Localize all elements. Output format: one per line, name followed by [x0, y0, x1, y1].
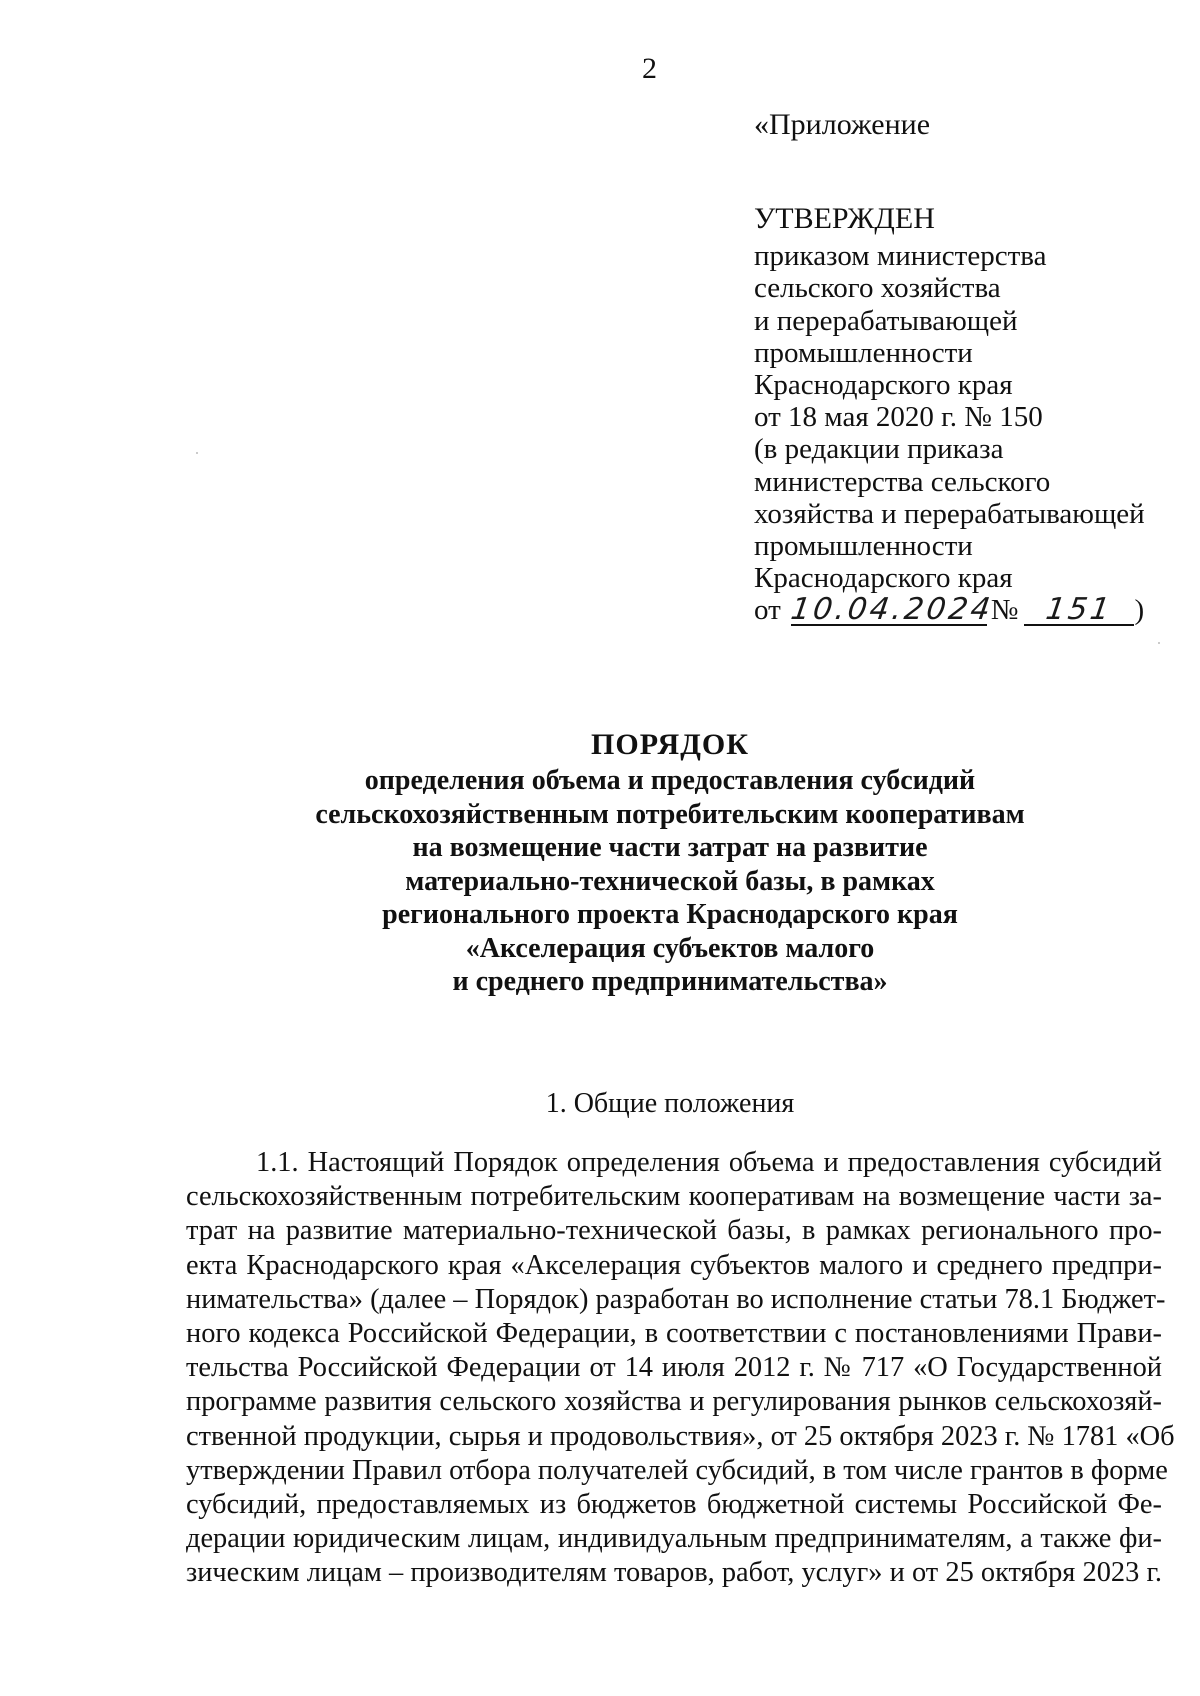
body-paragraph [186, 1146, 1175, 1591]
approval-line: (в редакции приказа [754, 433, 1004, 466]
approval-line: Краснодарского края [754, 562, 1013, 595]
approval-line: Краснодарского края [754, 369, 1013, 402]
paragraph-line: зическим лицам – производителям товаров, работ, услуг» и от 25 октября 2023 г. [186, 1557, 1162, 1589]
page-number: 2 [642, 52, 657, 85]
scan-speck [196, 452, 198, 454]
title-line: регионального проекта Краснодарского края [382, 899, 958, 930]
paragraph-line: программе развития сельского хозяйства и регулирования рынков сельскохозяй- [186, 1386, 1162, 1418]
paragraph-line: субсидий, предоставляемых из бюджетов бюджетной системы Российской Фе- [186, 1489, 1162, 1521]
scan-speck [1158, 642, 1160, 644]
title-line: материально-технической базы, в рамках [405, 865, 935, 897]
paragraph-line: екта Краснодарского края «Акселерация субъектов малого и среднего предпри- [186, 1249, 1162, 1281]
approval-line: хозяйства и перерабатывающей [754, 497, 1145, 530]
closing-parenthesis: ) [1134, 594, 1145, 627]
paragraph-line: трат на развитие материально-технической базы, в рамках регионального про- [186, 1215, 1162, 1247]
approval-line: промышленности [754, 530, 973, 563]
approval-line: промышленности [754, 336, 973, 369]
paragraph-line: ственной продукции, сырья и продовольствия», от 25 октября 2023 г. № 1781 «Об [186, 1420, 1175, 1452]
title-line: «Акселерация субъектов малого [465, 932, 875, 964]
paragraph-line: сельскохозяйственным потребительским кооперативам на возмещение части за- [186, 1181, 1162, 1213]
number-sign: № [990, 594, 1019, 627]
approval-line: сельского хозяйства [754, 272, 1001, 305]
handwritten-date: 10.04.2024 [788, 592, 996, 628]
approval-line: и перерабатывающей [754, 304, 1018, 337]
title-line: на возмещение части затрат на развитие [412, 832, 928, 863]
document-title: ПОРЯДОК [591, 728, 749, 761]
annex-label: «Приложение [754, 108, 931, 141]
handwritten-number-field [1024, 592, 1134, 628]
title-line: определения объема и предоставления субсидий [364, 765, 976, 796]
paragraph-line: ного кодекса Российской Федерации, в соответствии с постановлениями Прави- [186, 1318, 1162, 1350]
section-heading: 1. Общие положения [545, 1088, 795, 1119]
paragraph-line: 1.1. Настоящий Порядок определения объема и предоставления субсидий [256, 1147, 1162, 1178]
paragraph-line: нимательства» (далее – Порядок) разработан во исполнение статьи 78.1 Бюджет- [186, 1283, 1166, 1315]
approved-stamp-text: УТВЕРЖДЕН [754, 202, 935, 235]
title-line: и среднего предпринимательства» [452, 966, 888, 997]
approval-line: от 18 мая 2020 г. № 150 [754, 401, 1043, 434]
signature-prefix: от [754, 594, 781, 627]
handwritten-number: 151 [1043, 592, 1116, 628]
signature-line [754, 594, 1145, 626]
approval-block [754, 203, 1145, 627]
paragraph-line: утверждении Правил отбора получателей субсидий, в том числе грантов в форме [186, 1454, 1168, 1486]
handwritten-date-field [788, 592, 996, 628]
paragraph-line: дерации юридическим лицам, индивидуальным предпринимателям, а также фи- [186, 1523, 1162, 1555]
approval-line: министерства сельского [754, 465, 1051, 498]
title-line: сельскохозяйственным потребительским кооперативам [315, 798, 1025, 830]
document-title-block [140, 728, 1200, 999]
paragraph-line: тельства Российской Федерации от 14 июля 2012 г. № 717 «О Государственной [186, 1352, 1162, 1384]
approval-line: приказом министерства [754, 240, 1047, 273]
